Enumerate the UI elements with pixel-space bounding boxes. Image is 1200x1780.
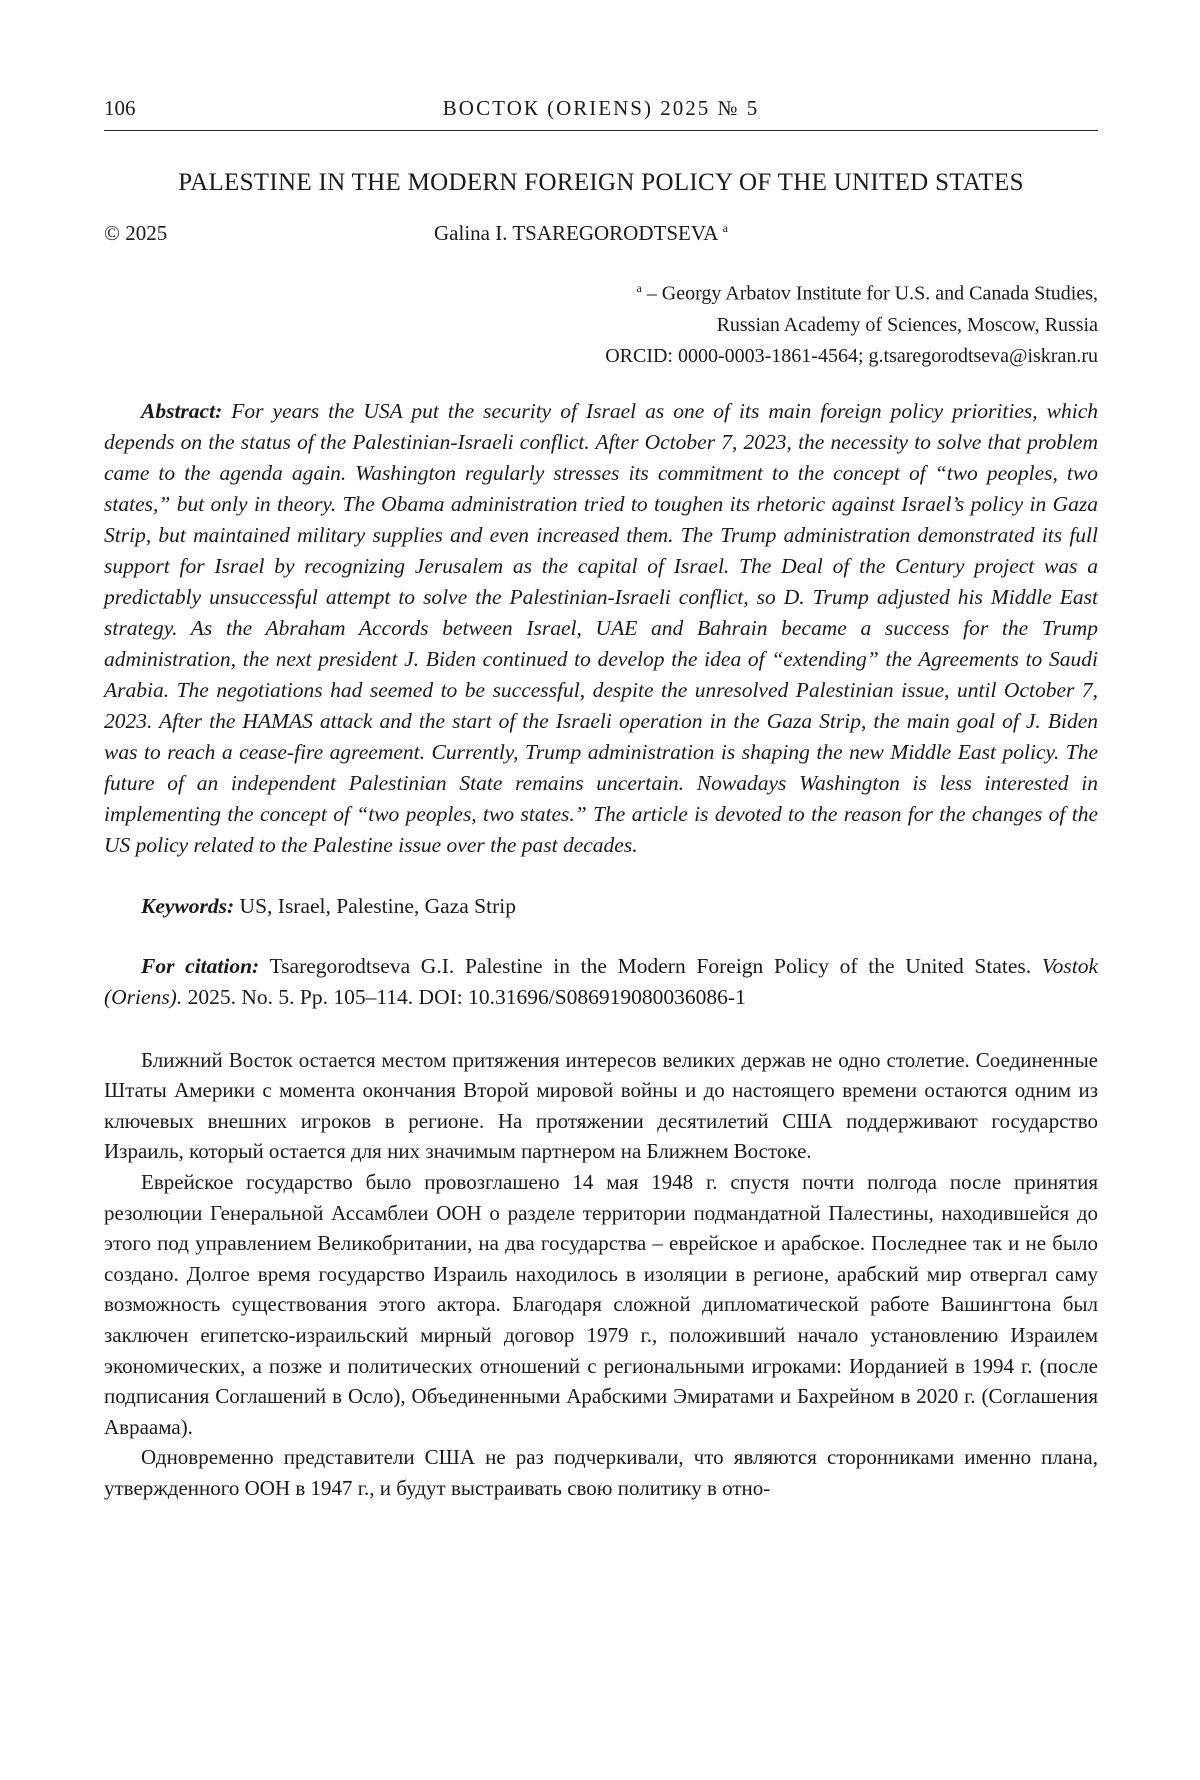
author-superscript: a — [722, 221, 728, 235]
citation-label: For citation: — [141, 953, 260, 978]
article-body — [104, 1045, 1098, 1504]
abstract-text: For years the USA put the security of Israel as one of its main foreign policy priorities, which depends on the status of the Palestinian-Israeli conflict. After October 7, 2023, the necessity to solve that problem came to the agenda again. Washington regularly stresses its commitment to the concept of “two peoples, two states,” but only in theory. The Obama administration tried to toughen its rhetoric against Israel’s policy in Gaza Strip, but maintained military supplies and even increased them. The Trump administration demonstrated its full support for Israel by recognizing Jerusalem as the capital of Israel. The Deal of the Century project was a predictably unsuccessful attempt to solve the Palestinian-Israeli conflict, so D. Trump adjusted his Middle East strategy. As the Abraham Accords between Israel, UAE and Bahrain became a success for the Trump administration, the next president J. Biden continued to develop the idea of “extending” the Agreements to Saudi Arabia. The negotiations had seemed to be successful, despite the unresolved Palestinian issue, until October 7, 2023. After the HAMAS attack and the start of the Israeli operation in the Gaza Strip, the main goal of J. Biden was to reach a cease-fire agreement. Currently, Trump administration is shaping the new Middle East policy. The future of an independent Palestinian State remains uncertain. Nowadays Washington is less interested in implementing the concept of “two peoples, two states.” The article is devoted to the reason for the changes of the US policy related to the Palestine issue over the past decades. — [104, 398, 1098, 857]
citation — [104, 951, 1098, 1013]
citation-text: Tsaregorodtseva G.I. Palestine in the Modern Foreign Policy of the United States. — [269, 953, 1032, 978]
affiliation-line: ORCID: 0000-0003-1861-4564; g.tsaregorodtseva@iskran.ru — [605, 344, 1098, 367]
body-paragraph: Еврейское государство было провозглашено 14 мая 1948 г. спустя почти полгода после принятия резолюции Генеральной Ассамблеи ООН о разделе территории подмандатной Палестины, находившейся до этого под управлением Великобритании, на два государства – еврейское и арабское. Последнее так и не было создано. Долгое время государство Израиль находилось в изоляции в регионе, арабский мир отвергал саму возможность существования этого актора. Благодаря сложной дипломатической работе Вашингтона был заключен египетско-израильский мирный договор 1979 г., положивший начало установлению Израилем экономических, а позже и политических отношений с региональными игроками: Иорданией в 1994 г. (после подписания Соглашений в Осло), Объединенными Арабскими Эмиратами и Бахрейном в 2020 г. (Соглашения Авраама). — [104, 1170, 1098, 1439]
abstract-label: Abstract: — [141, 398, 223, 423]
affiliation-line: Russian Academy of Sciences, Moscow, Russia — [716, 313, 1098, 336]
keywords — [104, 891, 1098, 922]
journal-name: ВОСТОК (ORIENS) 2025 № 5 — [442, 96, 760, 120]
author-name: Galina I. TSAREGORODTSEVA $^a$ — [434, 221, 728, 245]
article-title: PALESTINE IN THE MODERN FOREIGN POLICY OF THE UNITED STATES — [178, 169, 1024, 196]
citation-doi: 2025. No. 5. Pp. 105–114. DOI: 10.31696/S086919080036086-1 — [187, 984, 746, 1009]
copyright: © 2025 — [104, 221, 168, 245]
citation-journal: Vostok (Oriens). — [104, 953, 1098, 1009]
keywords-label: Keywords: — [141, 893, 235, 918]
author-row — [104, 221, 1098, 251]
body-paragraph: Ближний Восток остается местом притяжения интересов великих держав не одно столетие. Соединенные Штаты Америки с момента окончания Второй мировой войны и до настоящего времени остаются одним из ключевых внешних игроков в регионе. На протяжении десятилетий США поддерживают государство Израиль, который остается для них значимым партнером на Ближнем Востоке. — [104, 1047, 1098, 1164]
journal-page — [104, 96, 1098, 1504]
running-header — [104, 96, 1098, 131]
body-paragraph: Одновременно представители США не раз подчеркивали, что являются сторонниками именно плана, утвержденного ООН в 1947 г., и будут выстраивать свою политику в отно- — [104, 1445, 1098, 1500]
affiliation — [104, 273, 1098, 372]
affiliation-line: $^a$ – Georgy Arbatov Institute for U.S. and Canada Studies, — [636, 281, 1098, 305]
keywords-text: US, Israel, Palestine, Gaza Strip — [239, 893, 516, 918]
page-number: 106 — [104, 96, 136, 120]
abstract — [104, 396, 1098, 861]
affiliation-superscript: a — [636, 281, 642, 295]
